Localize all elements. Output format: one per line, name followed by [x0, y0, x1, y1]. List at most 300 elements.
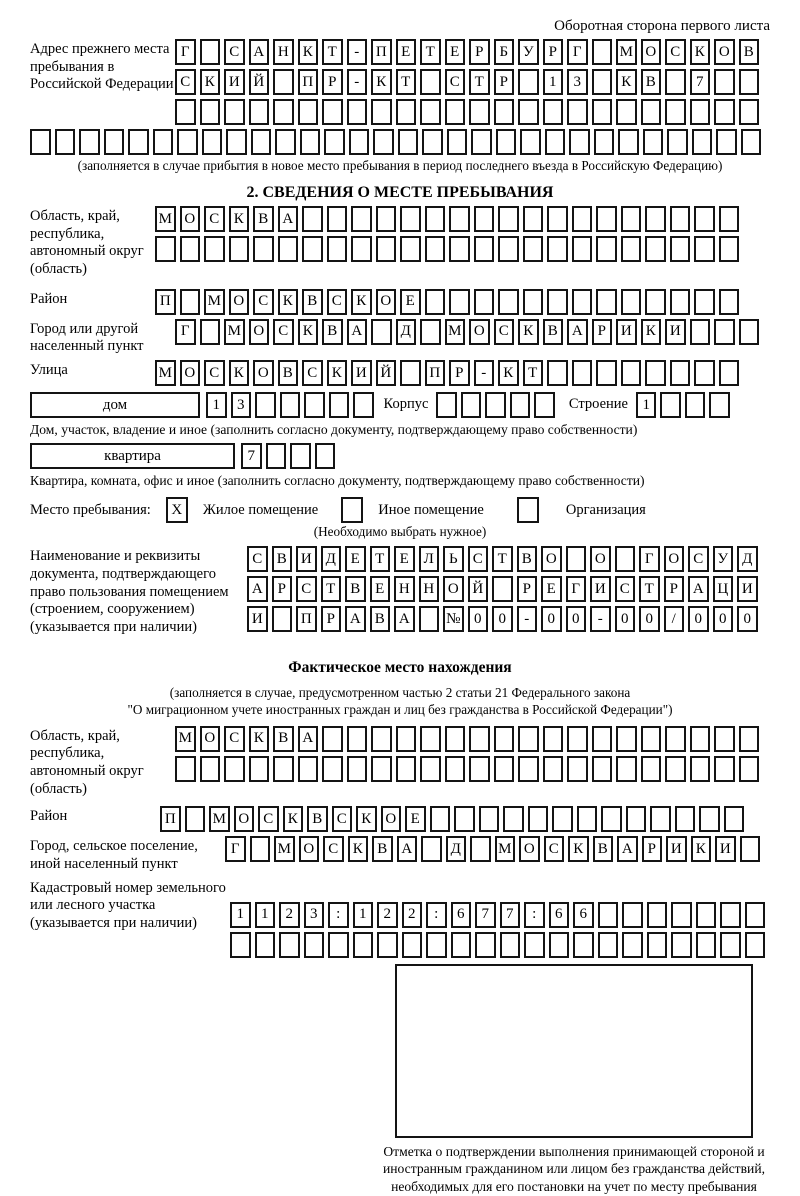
char-box[interactable]: 7 [500, 902, 521, 928]
char-box[interactable] [396, 756, 417, 782]
char-box[interactable]: 1 [353, 902, 374, 928]
char-box[interactable] [327, 236, 348, 262]
char-box[interactable] [278, 236, 299, 262]
char-box[interactable] [304, 392, 325, 418]
char-box[interactable] [719, 236, 740, 262]
char-box[interactable]: Р [322, 69, 343, 95]
char-box[interactable]: О [519, 836, 540, 862]
char-box[interactable]: А [298, 726, 319, 752]
char-box[interactable]: И [666, 836, 687, 862]
char-box[interactable]: А [278, 206, 299, 232]
char-box[interactable] [518, 69, 539, 95]
char-box[interactable]: Т [321, 576, 342, 602]
char-box[interactable] [500, 932, 521, 958]
char-box[interactable] [645, 360, 666, 386]
char-box[interactable] [572, 360, 593, 386]
char-box[interactable] [567, 726, 588, 752]
char-box[interactable]: : [524, 902, 545, 928]
char-box[interactable] [498, 236, 519, 262]
char-box[interactable] [621, 360, 642, 386]
char-box[interactable]: 3 [231, 392, 252, 418]
char-box[interactable] [420, 69, 441, 95]
char-box[interactable] [665, 726, 686, 752]
char-box[interactable] [55, 129, 76, 155]
char-box[interactable]: И [590, 576, 611, 602]
char-box[interactable] [230, 932, 251, 958]
char-box[interactable]: Т [370, 546, 391, 572]
char-box[interactable] [328, 932, 349, 958]
char-box[interactable]: Г [225, 836, 246, 862]
char-box[interactable]: 6 [549, 902, 570, 928]
char-box[interactable] [741, 129, 762, 155]
char-box[interactable]: Д [446, 836, 467, 862]
char-box[interactable] [670, 206, 691, 232]
char-box[interactable]: Г [175, 39, 196, 65]
char-box[interactable]: У [518, 39, 539, 65]
char-box[interactable] [547, 236, 568, 262]
char-box[interactable]: К [298, 319, 319, 345]
char-box[interactable]: С [323, 836, 344, 862]
char-box[interactable] [545, 129, 566, 155]
char-box[interactable] [694, 289, 715, 315]
char-box[interactable] [739, 756, 760, 782]
char-box[interactable]: К [691, 836, 712, 862]
char-box[interactable] [425, 236, 446, 262]
char-box[interactable]: : [328, 902, 349, 928]
char-box[interactable] [598, 932, 619, 958]
char-box[interactable] [249, 756, 270, 782]
char-box[interactable]: В [273, 726, 294, 752]
char-box[interactable] [577, 806, 598, 832]
char-box[interactable] [300, 129, 321, 155]
char-box[interactable]: Р [272, 576, 293, 602]
char-box[interactable] [716, 129, 737, 155]
char-box[interactable] [422, 129, 443, 155]
char-box[interactable] [430, 806, 451, 832]
char-box[interactable] [696, 932, 717, 958]
char-box[interactable]: М [209, 806, 230, 832]
char-box[interactable] [498, 289, 519, 315]
char-box[interactable]: К [371, 69, 392, 95]
char-box[interactable]: О [234, 806, 255, 832]
char-box[interactable]: 7 [475, 902, 496, 928]
char-box[interactable]: 2 [377, 902, 398, 928]
char-box[interactable] [371, 726, 392, 752]
char-box[interactable]: - [347, 39, 368, 65]
char-box[interactable] [474, 206, 495, 232]
char-box[interactable]: С [665, 39, 686, 65]
char-box[interactable] [719, 360, 740, 386]
char-box[interactable] [596, 236, 617, 262]
char-box[interactable]: 0 [688, 606, 709, 632]
char-box[interactable] [400, 236, 421, 262]
char-box[interactable]: М [274, 836, 295, 862]
char-box[interactable] [699, 806, 720, 832]
char-box[interactable]: Ь [443, 546, 464, 572]
char-box[interactable]: В [543, 319, 564, 345]
char-box[interactable]: 6 [573, 902, 594, 928]
char-box[interactable] [229, 236, 250, 262]
char-box[interactable] [298, 756, 319, 782]
char-box[interactable] [647, 902, 668, 928]
char-box[interactable] [739, 319, 760, 345]
char-box[interactable]: В [302, 289, 323, 315]
char-box[interactable]: В [372, 836, 393, 862]
char-box[interactable] [543, 756, 564, 782]
char-box[interactable] [255, 392, 276, 418]
char-box[interactable] [690, 99, 711, 125]
char-box[interactable]: Е [396, 39, 417, 65]
char-box[interactable]: С [615, 576, 636, 602]
char-box[interactable]: С [224, 726, 245, 752]
char-box[interactable]: О [664, 546, 685, 572]
char-box[interactable]: А [345, 606, 366, 632]
char-box[interactable]: - [590, 606, 611, 632]
char-box[interactable]: К [229, 206, 250, 232]
char-box[interactable] [302, 206, 323, 232]
char-box[interactable] [667, 129, 688, 155]
char-box[interactable]: 0 [639, 606, 660, 632]
char-box[interactable]: Л [419, 546, 440, 572]
char-box[interactable]: С [258, 806, 279, 832]
char-box[interactable]: 1 [255, 902, 276, 928]
char-box[interactable]: Р [449, 360, 470, 386]
char-box[interactable]: А [249, 39, 270, 65]
char-box[interactable] [180, 289, 201, 315]
char-box[interactable]: О [381, 806, 402, 832]
char-box[interactable]: 1 [230, 902, 251, 928]
char-box[interactable] [549, 932, 570, 958]
char-box[interactable] [694, 360, 715, 386]
char-box[interactable] [523, 206, 544, 232]
char-box[interactable] [719, 289, 740, 315]
char-box[interactable] [645, 236, 666, 262]
char-box[interactable] [251, 129, 272, 155]
char-box[interactable] [396, 726, 417, 752]
char-box[interactable]: И [224, 69, 245, 95]
char-box[interactable] [647, 932, 668, 958]
char-box[interactable] [573, 932, 594, 958]
char-box[interactable] [622, 932, 643, 958]
char-box[interactable] [351, 236, 372, 262]
char-box[interactable]: О [180, 206, 201, 232]
char-box[interactable] [739, 99, 760, 125]
char-box[interactable]: Г [567, 39, 588, 65]
char-box[interactable] [645, 206, 666, 232]
char-box[interactable] [660, 392, 681, 418]
char-box[interactable]: 0 [541, 606, 562, 632]
char-box[interactable]: А [397, 836, 418, 862]
char-box[interactable]: О [443, 576, 464, 602]
char-box[interactable] [665, 69, 686, 95]
char-box[interactable]: И [715, 836, 736, 862]
char-box[interactable] [275, 129, 296, 155]
char-box[interactable] [402, 932, 423, 958]
char-box[interactable]: Г [566, 576, 587, 602]
char-box[interactable] [523, 236, 544, 262]
char-box[interactable] [436, 392, 457, 418]
char-box[interactable]: К [351, 289, 372, 315]
char-box[interactable] [618, 129, 639, 155]
char-box[interactable]: / [664, 606, 685, 632]
char-box[interactable] [425, 289, 446, 315]
char-box[interactable] [396, 99, 417, 125]
char-box[interactable] [641, 756, 662, 782]
char-box[interactable] [598, 902, 619, 928]
char-box[interactable] [420, 726, 441, 752]
char-box[interactable]: С [224, 39, 245, 65]
char-box[interactable] [420, 756, 441, 782]
char-box[interactable]: 0 [566, 606, 587, 632]
char-box[interactable]: Р [543, 39, 564, 65]
char-box[interactable] [469, 99, 490, 125]
char-box[interactable] [690, 726, 711, 752]
char-box[interactable] [670, 360, 691, 386]
char-box[interactable] [400, 206, 421, 232]
char-box[interactable] [474, 236, 495, 262]
char-box[interactable] [304, 932, 325, 958]
char-box[interactable]: Е [345, 546, 366, 572]
char-box[interactable]: М [204, 289, 225, 315]
char-box[interactable] [739, 726, 760, 752]
char-box[interactable]: Р [469, 39, 490, 65]
char-box[interactable] [371, 319, 392, 345]
char-box[interactable]: О [180, 360, 201, 386]
char-box[interactable] [347, 99, 368, 125]
char-box[interactable]: Р [517, 576, 538, 602]
char-box[interactable] [498, 206, 519, 232]
char-box[interactable] [714, 69, 735, 95]
char-box[interactable]: 3 [304, 902, 325, 928]
char-box[interactable] [496, 129, 517, 155]
char-box[interactable]: А [688, 576, 709, 602]
char-box[interactable]: С [273, 319, 294, 345]
char-box[interactable] [175, 99, 196, 125]
char-box[interactable] [518, 99, 539, 125]
char-box[interactable] [641, 726, 662, 752]
char-box[interactable]: К [568, 836, 589, 862]
char-box[interactable] [324, 129, 345, 155]
char-box[interactable]: К [327, 360, 348, 386]
char-box[interactable]: К [229, 360, 250, 386]
char-box[interactable] [273, 756, 294, 782]
char-box[interactable] [534, 392, 555, 418]
char-box[interactable] [202, 129, 223, 155]
char-box[interactable]: К [641, 319, 662, 345]
char-box[interactable] [449, 206, 470, 232]
char-box[interactable] [567, 756, 588, 782]
char-box[interactable] [724, 806, 745, 832]
char-box[interactable]: С [175, 69, 196, 95]
char-box[interactable]: О [469, 319, 490, 345]
char-box[interactable]: У [713, 546, 734, 572]
char-box[interactable]: С [327, 289, 348, 315]
char-box[interactable] [420, 99, 441, 125]
char-box[interactable] [474, 289, 495, 315]
char-box[interactable]: Д [321, 546, 342, 572]
char-box[interactable] [485, 392, 506, 418]
char-box[interactable] [645, 289, 666, 315]
char-box[interactable]: Т [396, 69, 417, 95]
char-box[interactable] [547, 206, 568, 232]
char-box[interactable] [461, 392, 482, 418]
char-box[interactable]: И [247, 606, 268, 632]
char-box[interactable] [351, 206, 372, 232]
char-box[interactable]: А [567, 319, 588, 345]
char-box[interactable] [479, 806, 500, 832]
char-box[interactable] [279, 932, 300, 958]
char-box[interactable]: М [495, 836, 516, 862]
char-box[interactable] [322, 726, 343, 752]
char-box[interactable]: 7 [690, 69, 711, 95]
char-box[interactable] [592, 39, 613, 65]
char-box[interactable] [155, 236, 176, 262]
char-box[interactable] [567, 99, 588, 125]
char-box[interactable]: М [175, 726, 196, 752]
char-box[interactable] [255, 932, 276, 958]
char-box[interactable] [475, 932, 496, 958]
char-box[interactable]: О [641, 39, 662, 65]
char-box[interactable] [745, 902, 766, 928]
char-box[interactable] [327, 206, 348, 232]
char-box[interactable] [665, 99, 686, 125]
char-box[interactable]: П [155, 289, 176, 315]
char-box[interactable]: 0 [713, 606, 734, 632]
char-box[interactable] [420, 319, 441, 345]
char-box[interactable] [566, 546, 587, 572]
char-box[interactable] [547, 289, 568, 315]
char-box[interactable] [280, 392, 301, 418]
char-box[interactable] [714, 319, 735, 345]
char-box[interactable]: 1 [206, 392, 227, 418]
char-box[interactable] [204, 236, 225, 262]
char-box[interactable] [670, 236, 691, 262]
char-box[interactable] [503, 806, 524, 832]
char-box[interactable] [180, 236, 201, 262]
char-box[interactable]: Т [469, 69, 490, 95]
char-box[interactable] [175, 756, 196, 782]
char-box[interactable] [643, 129, 664, 155]
char-box[interactable]: С [494, 319, 515, 345]
char-box[interactable] [626, 806, 647, 832]
char-box[interactable]: А [347, 319, 368, 345]
char-box[interactable] [572, 236, 593, 262]
char-box[interactable]: Н [273, 39, 294, 65]
char-box[interactable]: В [370, 606, 391, 632]
char-box[interactable] [470, 836, 491, 862]
char-box[interactable]: Й [468, 576, 489, 602]
char-box[interactable] [518, 756, 539, 782]
char-box[interactable] [376, 206, 397, 232]
char-box[interactable] [552, 806, 573, 832]
char-box[interactable] [670, 289, 691, 315]
char-box[interactable] [224, 99, 245, 125]
char-box[interactable] [671, 932, 692, 958]
char-box[interactable]: М [155, 360, 176, 386]
char-box[interactable]: С [253, 289, 274, 315]
char-box[interactable]: В [322, 319, 343, 345]
char-box[interactable] [692, 129, 713, 155]
char-box[interactable]: М [224, 319, 245, 345]
char-box[interactable] [494, 99, 515, 125]
char-box[interactable]: Т [322, 39, 343, 65]
char-box[interactable] [322, 756, 343, 782]
char-box[interactable]: Д [396, 319, 417, 345]
char-box[interactable] [592, 69, 613, 95]
checkbox-zhiloe[interactable]: X [166, 497, 188, 523]
char-box[interactable] [224, 756, 245, 782]
char-box[interactable] [494, 756, 515, 782]
char-box[interactable] [445, 99, 466, 125]
char-box[interactable]: В [517, 546, 538, 572]
char-box[interactable] [720, 932, 741, 958]
char-box[interactable]: 0 [468, 606, 489, 632]
char-box[interactable]: М [445, 319, 466, 345]
char-box[interactable] [510, 392, 531, 418]
char-box[interactable] [547, 360, 568, 386]
char-box[interactable]: И [665, 319, 686, 345]
char-box[interactable]: И [296, 546, 317, 572]
char-box[interactable] [177, 129, 198, 155]
char-box[interactable]: В [278, 360, 299, 386]
char-box[interactable] [592, 99, 613, 125]
char-box[interactable]: А [247, 576, 268, 602]
char-box[interactable] [709, 392, 730, 418]
char-box[interactable] [371, 756, 392, 782]
char-box[interactable] [373, 129, 394, 155]
char-box[interactable]: О [590, 546, 611, 572]
char-box[interactable]: К [298, 39, 319, 65]
char-box[interactable] [426, 932, 447, 958]
char-box[interactable]: 2 [402, 902, 423, 928]
char-box[interactable]: - [517, 606, 538, 632]
char-box[interactable] [250, 836, 271, 862]
char-box[interactable] [185, 806, 206, 832]
char-box[interactable]: 0 [492, 606, 513, 632]
char-box[interactable] [249, 99, 270, 125]
char-box[interactable] [469, 756, 490, 782]
char-box[interactable] [273, 69, 294, 95]
char-box[interactable] [449, 289, 470, 315]
char-box[interactable] [665, 756, 686, 782]
char-box[interactable]: - [474, 360, 495, 386]
char-box[interactable] [621, 206, 642, 232]
char-box[interactable] [616, 726, 637, 752]
char-box[interactable]: П [425, 360, 446, 386]
char-box[interactable]: П [371, 39, 392, 65]
char-box[interactable] [454, 806, 475, 832]
char-box[interactable] [528, 806, 549, 832]
char-box[interactable] [694, 206, 715, 232]
char-box[interactable] [471, 129, 492, 155]
char-box[interactable] [601, 806, 622, 832]
char-box[interactable] [253, 236, 274, 262]
char-box[interactable] [315, 443, 336, 469]
char-box[interactable] [572, 206, 593, 232]
char-box[interactable]: Г [175, 319, 196, 345]
char-box[interactable]: Б [494, 39, 515, 65]
char-box[interactable] [226, 129, 247, 155]
char-box[interactable]: Т [639, 576, 660, 602]
char-box[interactable] [200, 99, 221, 125]
char-box[interactable] [266, 443, 287, 469]
char-box[interactable]: В [272, 546, 293, 572]
char-box[interactable]: В [253, 206, 274, 232]
char-box[interactable]: 2 [279, 902, 300, 928]
checkbox-inoe[interactable] [341, 497, 363, 523]
char-box[interactable]: К [278, 289, 299, 315]
char-box[interactable]: 0 [615, 606, 636, 632]
